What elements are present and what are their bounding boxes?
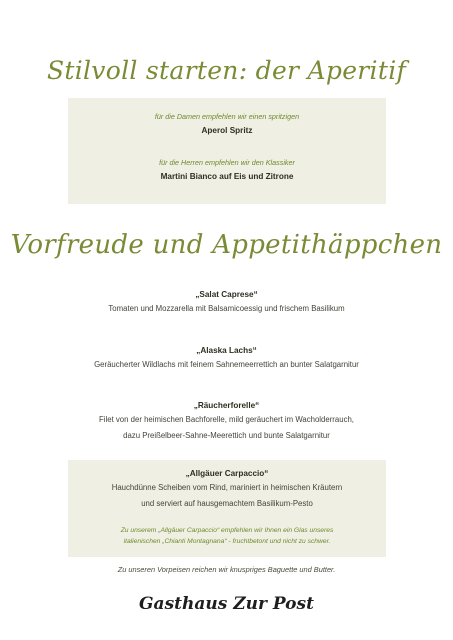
wine-recommendation: italienischen „Chianti Montagnana“ - fruchtbetont und nicht zu schwer.: [123, 538, 331, 545]
dish-description: und serviert auf hausgemachtem Basilikum-Pesto: [141, 499, 313, 508]
dish-description: Filet von der heimischen Bachforelle, mild geräuchert im Wacholderrauch,: [99, 415, 354, 424]
bread-note: Zu unseren Vorpeisen reichen wir knuspriges Baguette und Butter.: [117, 565, 336, 574]
carpaccio-box: [68, 460, 386, 557]
dish-description: Geräucherter Wildlachs mit feinem Sahnemeerrettich an bunter Salatgarnitur: [94, 360, 359, 369]
ladies-intro: für die Damen empfehlen wir einen spritzigen: [154, 112, 300, 121]
brand-logo: Gasthaus Zur Post: [139, 594, 314, 614]
dish-name: „Räucherforelle“: [193, 401, 260, 410]
wine-recommendation: Zu unserem „Allgäuer Carpaccio“ empfehlen wir Ihnen ein Glas unseres: [120, 527, 334, 534]
dish-name: „Salat Caprese“: [195, 290, 258, 299]
appetizers-heading: Vorfreude und Appetithäppchen: [10, 230, 443, 260]
dish-description: Hauchdünne Scheiben vom Rind, mariniert in heimischen Kräutern: [111, 483, 343, 492]
gents-intro: für die Herren empfehlen wir den Klassiker: [159, 158, 295, 167]
aperitif-box: [68, 98, 386, 204]
aperitif-heading: Stilvoll starten: der Aperitif: [46, 56, 407, 85]
dish-description: Tomaten und Mozzarella mit Balsamicoessig und frischem Basilikum: [108, 304, 345, 313]
dish-name: „Alaska Lachs“: [196, 346, 257, 355]
dish-name: „Allgäuer Carpaccio“: [185, 469, 269, 478]
gents-drink: Martini Bianco auf Eis und Zitrone: [160, 172, 294, 181]
dish-description: dazu Preißelbeer-Sahne-Meerettich und bunte Salatgarnitur: [123, 431, 330, 440]
ladies-drink: Aperol Spritz: [201, 126, 253, 135]
